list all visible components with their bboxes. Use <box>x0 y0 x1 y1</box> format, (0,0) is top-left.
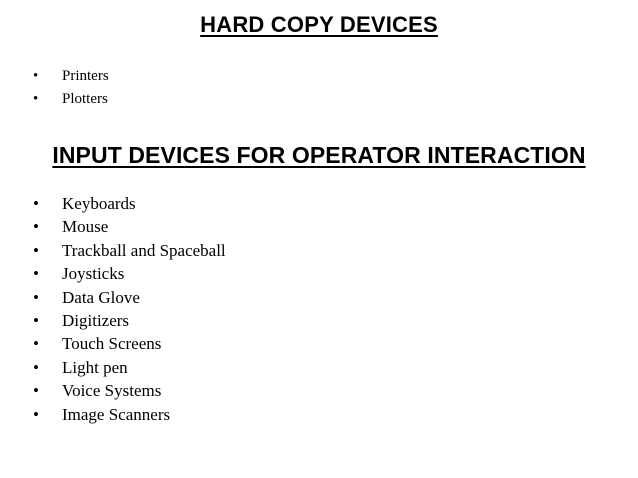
bullet-icon: • <box>33 68 39 84</box>
list-item-label: Keyboards <box>62 194 136 213</box>
bullet-icon: • <box>33 334 39 354</box>
list-item <box>33 264 226 287</box>
list-item-label: Data Glove <box>62 287 140 307</box>
list-item <box>33 334 226 357</box>
list-item <box>33 358 226 381</box>
hard-copy-devices-list <box>33 67 109 113</box>
list-item <box>33 381 226 404</box>
list-item <box>33 311 226 334</box>
list-item-label: Voice Systems <box>62 381 162 401</box>
list-item <box>33 405 226 428</box>
bullet-icon: • <box>33 404 39 424</box>
bullet-icon: • <box>33 194 39 213</box>
list-item-label: Joysticks <box>62 264 125 284</box>
bullet-icon: • <box>33 240 39 260</box>
list-item <box>33 67 109 90</box>
list-item-label: Mouse <box>62 217 109 237</box>
list-item-label: Image Scanners <box>62 404 171 424</box>
input-devices-list <box>33 194 226 428</box>
bullet-icon: • <box>33 310 39 330</box>
list-item-label: Trackball and Spaceball <box>62 240 226 260</box>
bullet-icon: • <box>33 287 39 307</box>
bullet-icon: • <box>33 91 39 107</box>
list-item <box>33 90 109 113</box>
list-item-label: Printers <box>62 68 109 84</box>
list-item-label: Digitizers <box>62 310 130 330</box>
list-item-label: Touch Screens <box>62 334 162 354</box>
bullet-icon: • <box>33 217 39 237</box>
list-item <box>33 217 226 240</box>
bullet-icon: • <box>33 381 39 401</box>
heading-input-devices: INPUT DEVICES FOR OPERATOR INTERACTION <box>52 142 586 168</box>
list-item <box>33 194 226 217</box>
list-item <box>33 241 226 264</box>
list-item-label: Light pen <box>62 357 128 377</box>
heading-hard-copy-devices: HARD COPY DEVICES <box>200 12 438 37</box>
list-item <box>33 288 226 311</box>
list-item-label: Plotters <box>62 91 108 107</box>
bullet-icon: • <box>33 357 39 377</box>
bullet-icon: • <box>33 264 39 284</box>
